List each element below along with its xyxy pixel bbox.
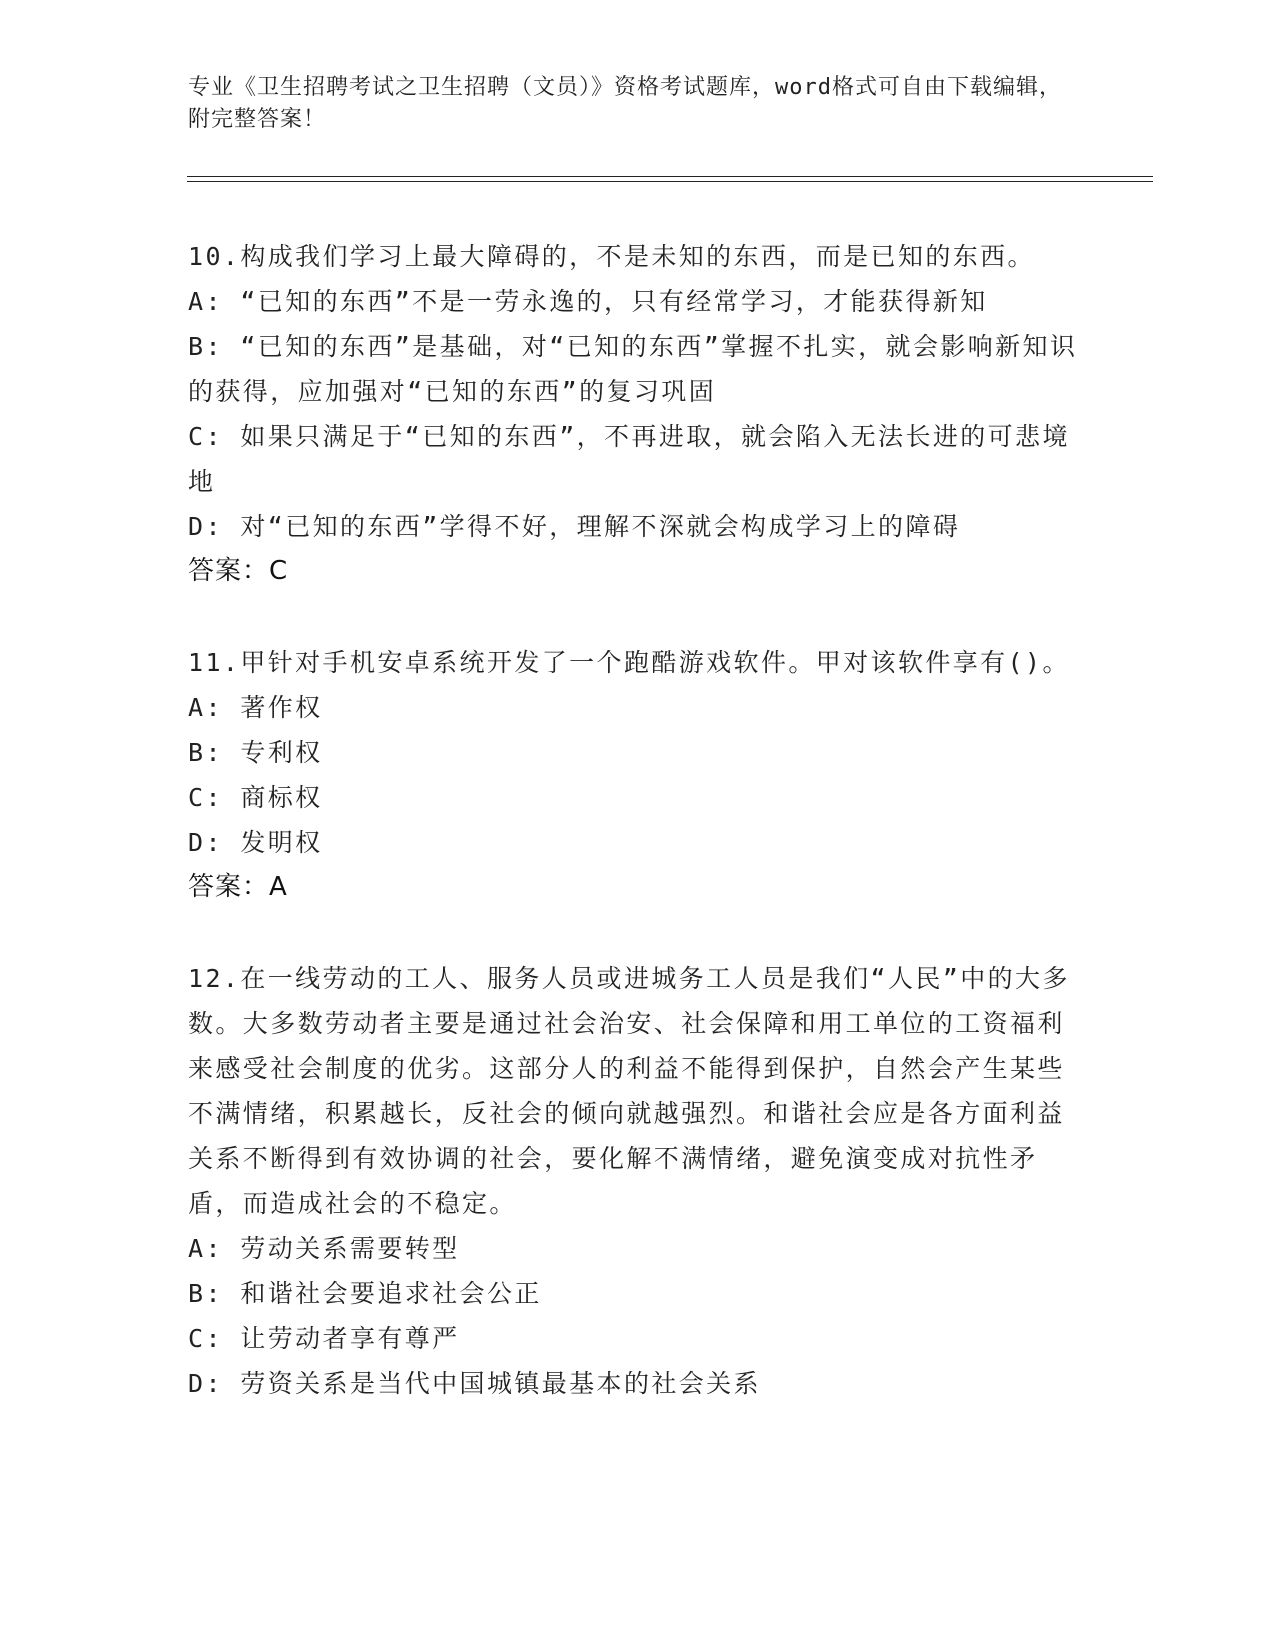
option-c: C: 让劳动者享有尊严: [188, 1324, 460, 1353]
option-b: B: “已知的东西”是基础，对“已知的东西”掌握不扎实，就会影响新知识的获得，应加强对“已知的东西”的复习巩固: [188, 332, 1078, 406]
option-d: D: 发明权: [188, 828, 323, 857]
question-11: [188, 640, 1078, 910]
answer-line: 答案：A: [188, 872, 288, 902]
question-stem: 11.甲针对手机安卓系统开发了一个跑酷游戏软件。甲对该软件享有()。: [188, 648, 1070, 677]
option-a: A: 劳动关系需要转型: [188, 1234, 460, 1263]
option-d: D: 劳资关系是当代中国城镇最基本的社会关系: [188, 1369, 761, 1398]
option-b: B: 专利权: [188, 738, 323, 767]
question-list: [188, 234, 1078, 1452]
question-stem: 10.构成我们学习上最大障碍的，不是未知的东西，而是已知的东西。: [188, 242, 1035, 271]
answer-line: 答案：C: [188, 556, 289, 586]
option-c: C: 商标权: [188, 783, 323, 812]
document-header: 专业《卫生招聘考试之卫生招聘（文员）》资格考试题库，word格式可自由下载编辑，附完整答案！: [188, 75, 1062, 132]
option-a: A: 著作权: [188, 693, 323, 722]
header-divider-top: [187, 176, 1153, 177]
option-a: A: “已知的东西”不是一劳永逸的，只有经常学习，才能获得新知: [188, 287, 988, 316]
option-b: B: 和谐社会要追求社会公正: [188, 1279, 542, 1308]
option-c: C: 如果只满足于“已知的东西”，不再进取，就会陷入无法长进的可悲境地: [188, 422, 1070, 496]
question-10: [188, 234, 1078, 594]
header-divider-bottom: [187, 181, 1153, 182]
option-d: D: 对“已知的东西”学得不好，理解不深就会构成学习上的障碍: [188, 512, 961, 541]
question-stem: 12.在一线劳动的工人、服务人员或进城务工人员是我们“人民”中的大多数。大多数劳动者主要是通过社会治安、社会保障和用工单位的工资福利来感受社会制度的优劣。这部分人的利益不能得到保护，自然会产生某些不满情绪，积累越长，反社会的倾向就越强烈。和谐社会应是各方面利益关系不断得到有效协调的社会，要化解不满情绪，避免演变成对抗性矛盾，而造成社会的不稳定。: [188, 964, 1070, 1218]
question-12: [188, 956, 1078, 1406]
